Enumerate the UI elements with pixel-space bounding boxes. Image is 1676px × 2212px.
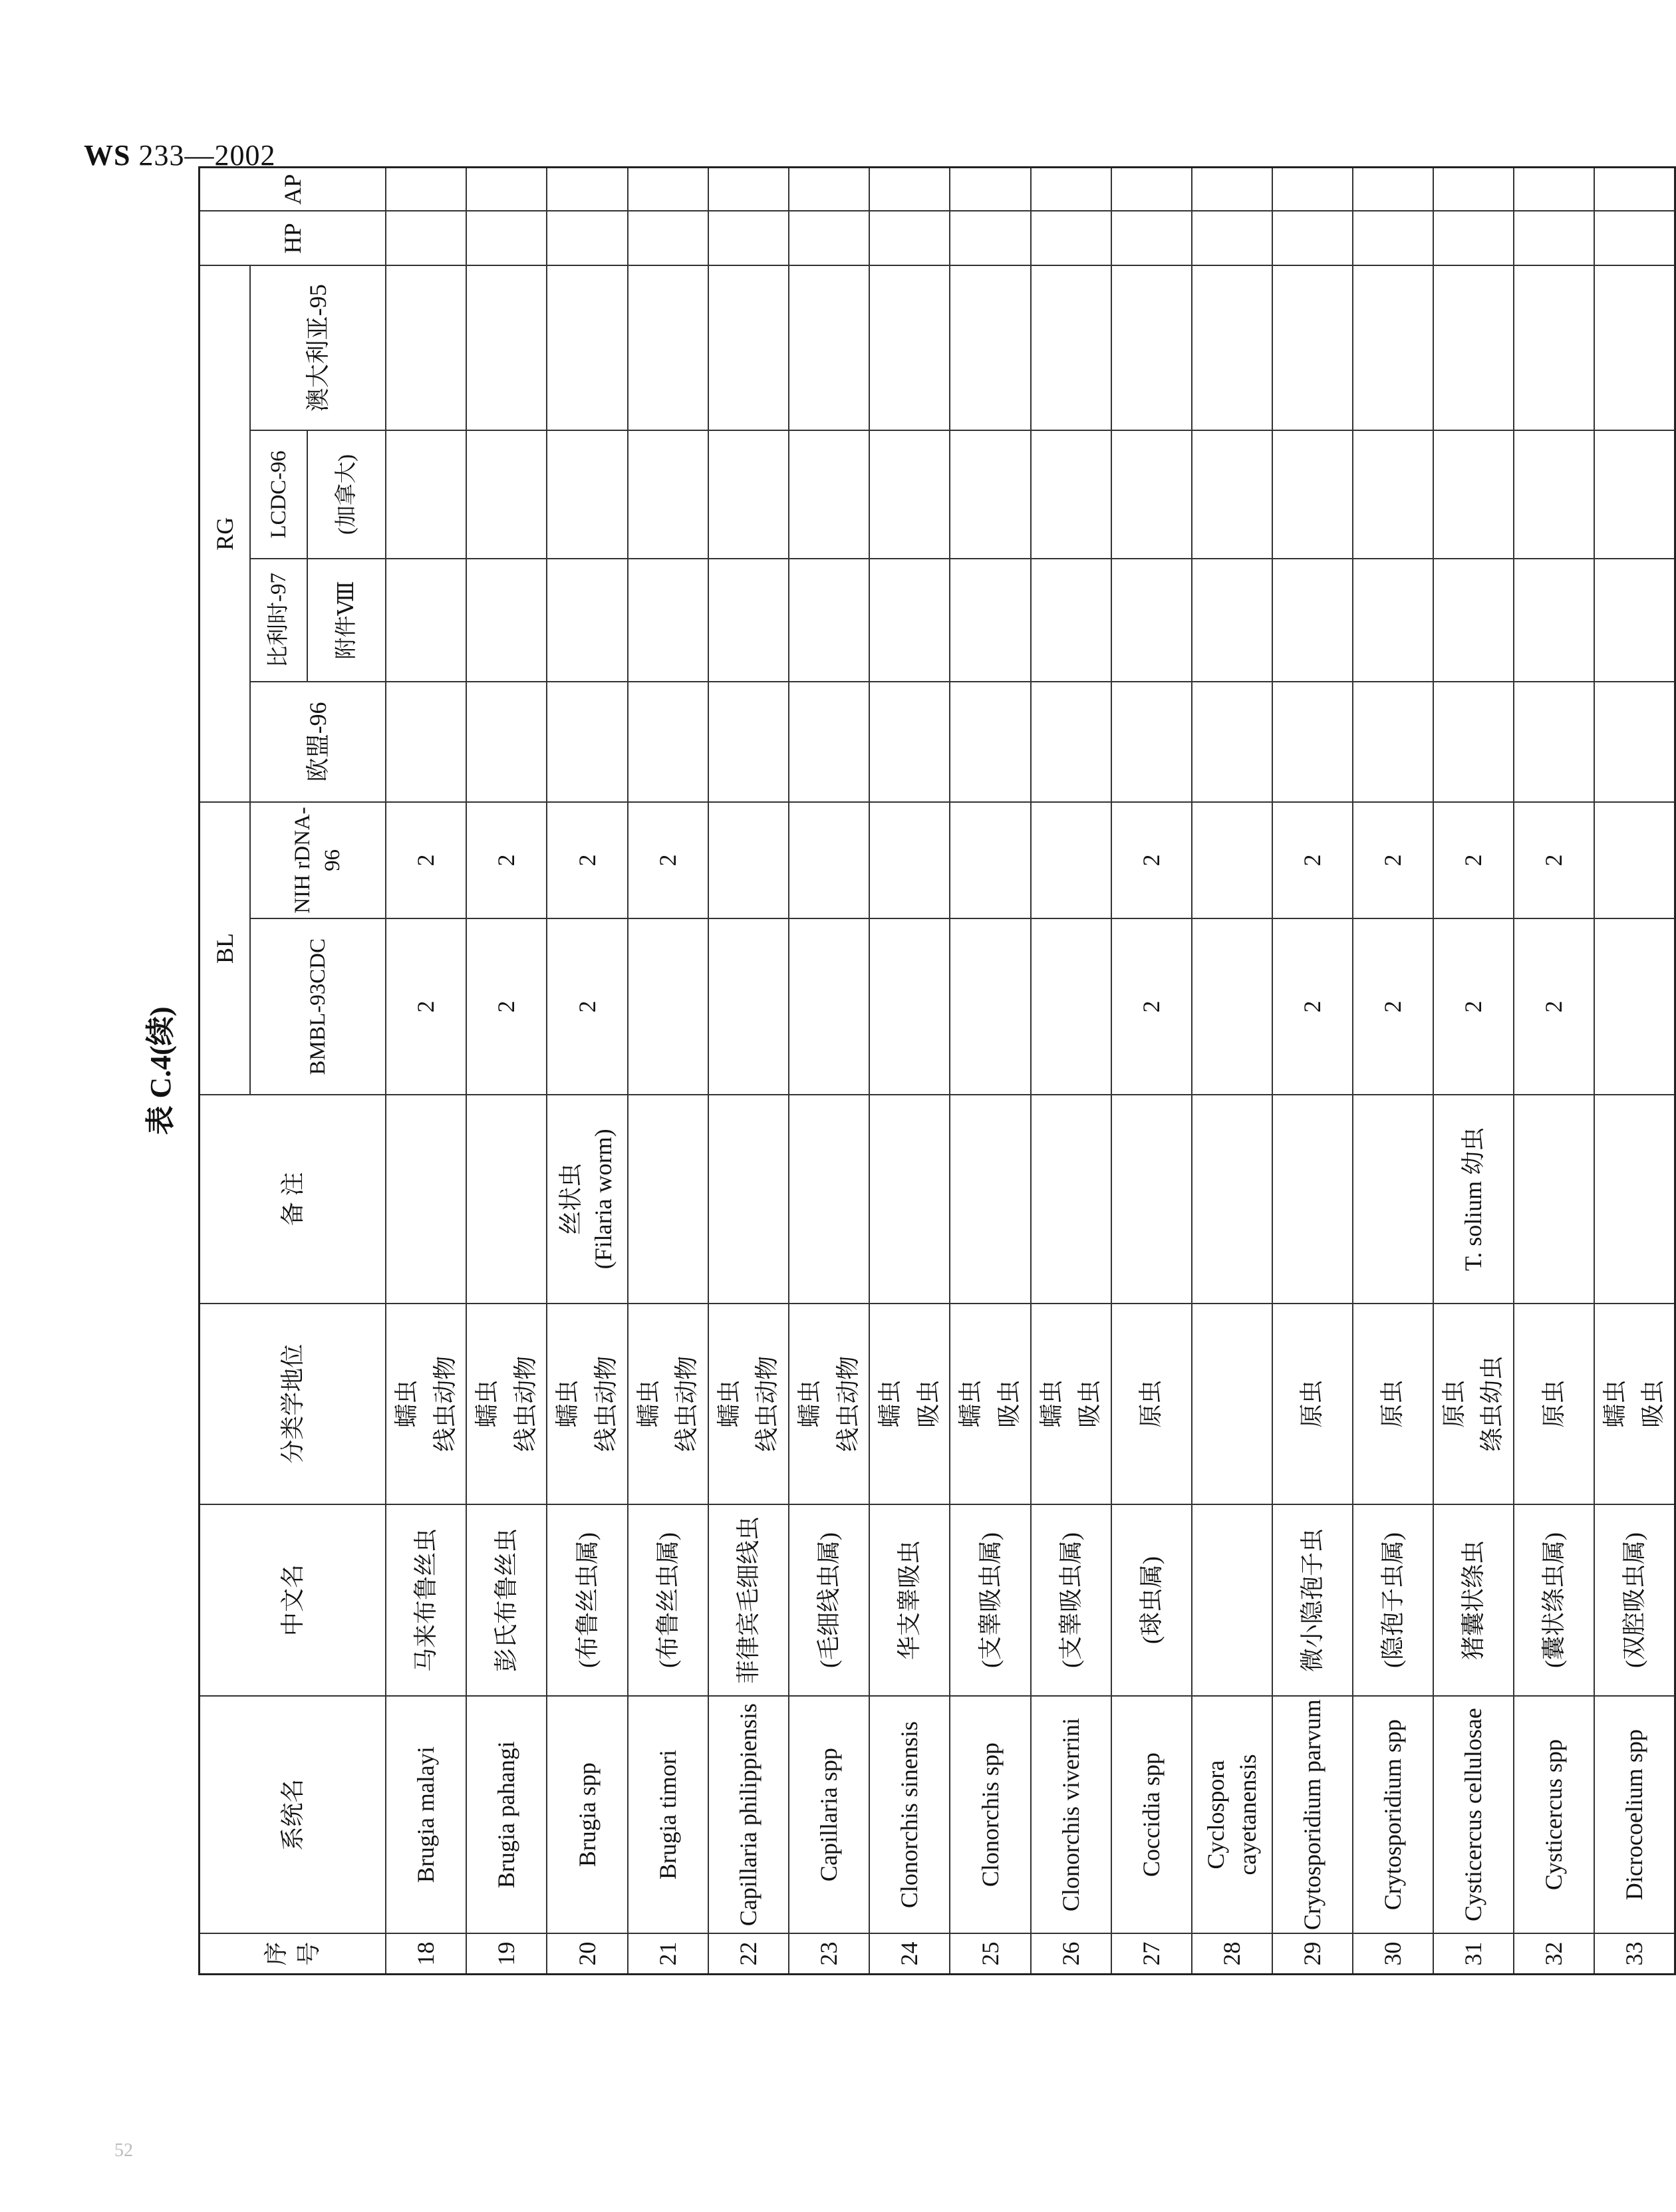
australia-cell [1353,265,1433,430]
ap-cell [1433,168,1514,211]
nih-cell [950,802,1030,918]
belgium-cell [386,559,466,682]
remark-line: 丝状虫 [557,1163,585,1235]
australia-cell [789,265,869,430]
lcdc-cell [1031,430,1111,559]
nih-cell: 2 [1433,802,1514,918]
bmbl-cell: 2 [1514,918,1594,1095]
classification-cell [708,1304,789,1504]
table-row [708,168,789,1975]
sci-name-cell: Clonorchis spp [950,1696,1030,1933]
hp-cell [1192,211,1272,265]
belgium-cell [1353,559,1433,682]
table-row [1192,168,1272,1975]
nih-cell [1192,802,1272,918]
table-row [789,168,869,1975]
australia-cell [1594,265,1675,430]
header-eu: 欧盟-96 [250,682,386,802]
seq-cell: 27 [1111,1933,1192,1974]
remark-line: (Filaria worm) [589,1129,617,1270]
remark-line: T. solium 幼虫 [1459,1127,1486,1272]
page-number: 52 [114,2140,133,2161]
header-lcdc: LCDC-96 [250,430,307,559]
seq-cell: 28 [1192,1933,1272,1974]
header-bl: BL [200,802,251,1095]
belgium-cell [1433,559,1514,682]
nih-cell: 2 [1111,802,1192,918]
hp-cell [789,211,869,265]
header-bmbl: BMBL-93CDC [250,918,386,1095]
classification-line: 线虫动物 [754,1355,781,1452]
table-row [1514,168,1594,1975]
remark-cell [1192,1095,1272,1303]
sci-name-cell: Capillaria philippiensis [708,1696,789,1933]
classification-line: 蠕虫 [1601,1379,1628,1428]
cn-name-cell: 华支睾吸虫 [869,1504,950,1696]
remark-cell [466,1095,547,1303]
header-ap: AP [200,168,386,211]
hp-cell [386,211,466,265]
lcdc-cell [1433,430,1514,559]
remark-cell [386,1095,466,1303]
header-row-1 [200,168,251,1975]
remark-cell [950,1095,1030,1303]
bmbl-cell: 2 [386,918,466,1095]
classification-cell [1433,1304,1514,1504]
cn-name-cell: (球虫属) [1111,1504,1192,1696]
seq-cell: 23 [789,1933,869,1974]
seq-cell: 19 [466,1933,547,1974]
seq-cell: 18 [386,1933,466,1974]
sci-name-cell: Crytosporidium spp [1353,1696,1433,1933]
classification-line: 吸虫 [1639,1379,1667,1428]
hp-cell [1031,211,1111,265]
ap-cell [708,168,789,211]
bmbl-cell [950,918,1030,1095]
belgium-cell [628,559,708,682]
classification-cell [547,1304,627,1504]
ap-cell [1594,168,1675,211]
lcdc-cell [628,430,708,559]
cn-name-cell: 微小隐孢子虫 [1272,1504,1353,1696]
ap-cell [1514,168,1594,211]
eu-cell [1111,682,1192,802]
belgium-cell [1031,559,1111,682]
belgium-cell [1192,559,1272,682]
lcdc-cell [466,430,547,559]
cn-name-cell: 菲律宾毛细线虫 [708,1504,789,1696]
table-row [1272,168,1353,1975]
australia-cell [1031,265,1111,430]
classification-line: 原虫 [1298,1379,1326,1428]
lcdc-cell [789,430,869,559]
lcdc-cell [708,430,789,559]
classification-cell [1594,1304,1675,1504]
hp-cell [869,211,950,265]
classification-cell [1514,1304,1594,1504]
remark-cell [628,1095,708,1303]
eu-cell [869,682,950,802]
bmbl-cell [869,918,950,1095]
eu-cell [386,682,466,802]
hp-cell [708,211,789,265]
cn-name-cell: 猪囊状绦虫 [1433,1504,1514,1696]
bmbl-cell [1594,918,1675,1095]
classification-cell [950,1304,1030,1504]
lcdc-cell [869,430,950,559]
nih-cell: 2 [1272,802,1353,918]
sci-name-cell: Brugia malayi [386,1696,466,1933]
table-row [950,168,1030,1975]
seq-cell: 33 [1594,1933,1675,1974]
classification-line: 蠕虫 [795,1379,823,1428]
nih-cell: 2 [547,802,627,918]
cn-name-cell: 彭氏布鲁丝虫 [466,1504,547,1696]
seq-cell: 32 [1514,1933,1594,1974]
sci-name-cell: Brugia spp [547,1696,627,1933]
seq-cell: 22 [708,1933,789,1974]
ap-cell [386,168,466,211]
eu-cell [1272,682,1353,802]
belgium-cell [869,559,950,682]
australia-cell [386,265,466,430]
australia-cell [466,265,547,430]
eu-cell [789,682,869,802]
classification-line: 原虫 [1440,1379,1467,1428]
australia-cell [1272,265,1353,430]
nih-cell: 2 [1353,802,1433,918]
nih-cell: 2 [628,802,708,918]
table-row [1433,168,1514,1975]
nih-cell [869,802,950,918]
cn-name-cell: (支睾吸虫属) [950,1504,1030,1696]
ap-cell [789,168,869,211]
bmbl-cell: 2 [1272,918,1353,1095]
ap-cell [1353,168,1433,211]
eu-cell [708,682,789,802]
header-sci-name: 系统名 [200,1696,386,1933]
sci-name-cell: Cysticercus spp [1514,1696,1594,1933]
bmbl-cell [708,918,789,1095]
lcdc-cell [1514,430,1594,559]
bmbl-cell: 2 [1353,918,1433,1095]
ap-cell [950,168,1030,211]
bmbl-cell: 2 [1433,918,1514,1095]
classification-line: 吸虫 [914,1379,942,1428]
classification-cell [789,1304,869,1504]
belgium-cell [789,559,869,682]
remark-cell [1594,1095,1675,1303]
sci-name-cell: Clonorchis sinensis [869,1696,950,1933]
cn-name-cell: (隐孢子虫属) [1353,1504,1433,1696]
belgium-cell [708,559,789,682]
cn-name-cell: 马来布鲁丝虫 [386,1504,466,1696]
eu-cell [1031,682,1111,802]
seq-cell: 25 [950,1933,1030,1974]
classification-line: 原虫 [1137,1379,1165,1428]
hp-cell [1514,211,1594,265]
nih-cell: 2 [1514,802,1594,918]
lcdc-cell [386,430,466,559]
seq-cell: 20 [547,1933,627,1974]
eu-cell [1514,682,1594,802]
classification-line: 蠕虫 [957,1379,984,1428]
ap-cell [1031,168,1111,211]
australia-cell [1433,265,1514,430]
remark-cell [1353,1095,1433,1303]
lcdc-cell [1594,430,1675,559]
sci-name-cell: Cysticercus cellulosae [1433,1696,1514,1933]
belgium-cell [1272,559,1353,682]
hp-cell [547,211,627,265]
classification-cell [1031,1304,1111,1504]
classification-line: 蠕虫 [1038,1379,1065,1428]
remark-cell [1433,1095,1514,1303]
remark-cell [1111,1095,1192,1303]
header-hp: HP [200,211,386,265]
rotated-table-area [121,166,1667,1975]
table-row [1111,168,1192,1975]
lcdc-cell [1272,430,1353,559]
header-classification: 分类学地位 [200,1304,386,1504]
table-row [547,168,627,1975]
header-seq: 序号 [200,1933,386,1974]
belgium-cell [1514,559,1594,682]
cn-name-cell: (支睾吸虫属) [1031,1504,1111,1696]
header-nih: NIH rDNA-96 [250,802,386,918]
seq-cell: 24 [869,1933,950,1974]
classification-cell [466,1304,547,1504]
classification-line: 线虫动物 [592,1355,619,1452]
header-remark: 备 注 [200,1095,386,1303]
hp-cell [628,211,708,265]
cn-name-cell: (囊状绦虫属) [1514,1504,1594,1696]
cn-name-cell [1192,1504,1272,1696]
sci-name-cell: Coccidia spp [1111,1696,1192,1933]
classification-cell [628,1304,708,1504]
classification-cell [386,1304,466,1504]
australia-cell [1111,265,1192,430]
belgium-cell [950,559,1030,682]
sci-name-cell: Brugia pahangi [466,1696,547,1933]
header-australia: 澳大利亚-95 [250,265,386,430]
eu-cell [466,682,547,802]
sci-name-cell: Cyclospora cayetanensis [1192,1696,1272,1933]
eu-cell [1192,682,1272,802]
seq-cell: 31 [1433,1933,1514,1974]
hp-cell [950,211,1030,265]
table-row [1353,168,1433,1975]
eu-cell [628,682,708,802]
seq-cell: 21 [628,1933,708,1974]
header-rg: RG [200,265,251,801]
eu-cell [547,682,627,802]
australia-cell [950,265,1030,430]
classification-line: 吸虫 [1076,1379,1103,1428]
standard-code: WS [84,139,131,172]
classification-line: 线虫动物 [431,1355,458,1452]
nih-cell: 2 [466,802,547,918]
remark-cell [708,1095,789,1303]
bmbl-cell: 2 [547,918,627,1095]
lcdc-cell [1192,430,1272,559]
standard-number: 233—2002 [138,139,276,172]
bmbl-cell [1192,918,1272,1095]
organism-table [198,166,1676,1975]
seq-cell: 29 [1272,1933,1353,1974]
sci-name-cell: Clonorchis viverrini [1031,1696,1111,1933]
ap-cell [628,168,708,211]
eu-cell [1433,682,1514,802]
classification-line: 蠕虫 [877,1379,904,1428]
classification-cell [1111,1304,1192,1504]
bmbl-cell: 2 [1111,918,1192,1095]
australia-cell [1192,265,1272,430]
nih-cell [708,802,789,918]
ap-cell [1192,168,1272,211]
bmbl-cell [1031,918,1111,1095]
belgium-cell [1111,559,1192,682]
belgium-cell [466,559,547,682]
remark-cell [1031,1095,1111,1303]
bmbl-cell: 2 [466,918,547,1095]
classification-cell [1272,1304,1353,1504]
header-cn-name: 中文名 [200,1504,386,1696]
hp-cell [1353,211,1433,265]
belgium-cell [547,559,627,682]
table-caption: 表 C.4(续) [144,1006,177,1135]
australia-cell [869,265,950,430]
sci-name-cell: Brugia timori [628,1696,708,1933]
australia-cell [708,265,789,430]
remark-cell [789,1095,869,1303]
header-belgium-sub: 附件Ⅷ [307,559,386,682]
eu-cell [1353,682,1433,802]
header-belgium: 比利时-97 [250,559,307,682]
ap-cell [547,168,627,211]
hp-cell [1433,211,1514,265]
classification-cell [1353,1304,1433,1504]
nih-cell [1594,802,1675,918]
classification-line: 蠕虫 [393,1379,420,1428]
classification-line: 吸虫 [995,1379,1022,1428]
cn-name-cell: (布鲁丝虫属) [547,1504,627,1696]
classification-line: 蠕虫 [634,1379,662,1428]
cn-name-cell: (布鲁丝虫属) [628,1504,708,1696]
table-body [386,168,1675,1975]
australia-cell [1514,265,1594,430]
cn-name-cell: (双腔吸虫属) [1594,1504,1675,1696]
sci-name-cell: Crytosporidium parvum [1272,1696,1353,1933]
seq-cell: 26 [1031,1933,1111,1974]
australia-cell [628,265,708,430]
classification-line: 蠕虫 [554,1379,581,1428]
table-row [386,168,466,1975]
classification-cell [869,1304,950,1504]
remark-cell [869,1095,950,1303]
cn-name-cell: (毛细线虫属) [789,1504,869,1696]
bmbl-cell [628,918,708,1095]
classification-line: 蠕虫 [474,1379,501,1428]
eu-cell [950,682,1030,802]
table-row [1594,168,1675,1975]
hp-cell [1594,211,1675,265]
ap-cell [1272,168,1353,211]
belgium-cell [1594,559,1675,682]
classification-line: 线虫动物 [511,1355,539,1452]
remark-cell [1272,1095,1353,1303]
lcdc-cell [950,430,1030,559]
nih-cell [789,802,869,918]
australia-cell [547,265,627,430]
remark-cell [1514,1095,1594,1303]
remark-cell [547,1095,627,1303]
classification-line: 原虫 [1379,1379,1406,1428]
eu-cell [1594,682,1675,802]
seq-cell: 30 [1353,1933,1433,1974]
classification-line: 绦虫幼虫 [1478,1355,1506,1452]
header-lcdc-sub: (加拿大) [307,430,386,559]
classification-cell [1192,1304,1272,1504]
classification-line: 蠕虫 [715,1379,742,1428]
classification-line: 线虫动物 [834,1355,861,1452]
table-row [1031,168,1111,1975]
classification-line: 线虫动物 [673,1355,700,1452]
table-row [628,168,708,1975]
hp-cell [466,211,547,265]
ap-cell [466,168,547,211]
bmbl-cell [789,918,869,1095]
table-row [466,168,547,1975]
classification-line: 原虫 [1540,1379,1567,1428]
lcdc-cell [547,430,627,559]
hp-cell [1272,211,1353,265]
table-row [869,168,950,1975]
nih-cell: 2 [386,802,466,918]
ap-cell [1111,168,1192,211]
hp-cell [1111,211,1192,265]
sci-name-cell: Dicrocoelium spp [1594,1696,1675,1933]
sci-name-cell: Capillaria spp [789,1696,869,1933]
ap-cell [869,168,950,211]
nih-cell [1031,802,1111,918]
lcdc-cell [1111,430,1192,559]
lcdc-cell [1353,430,1433,559]
